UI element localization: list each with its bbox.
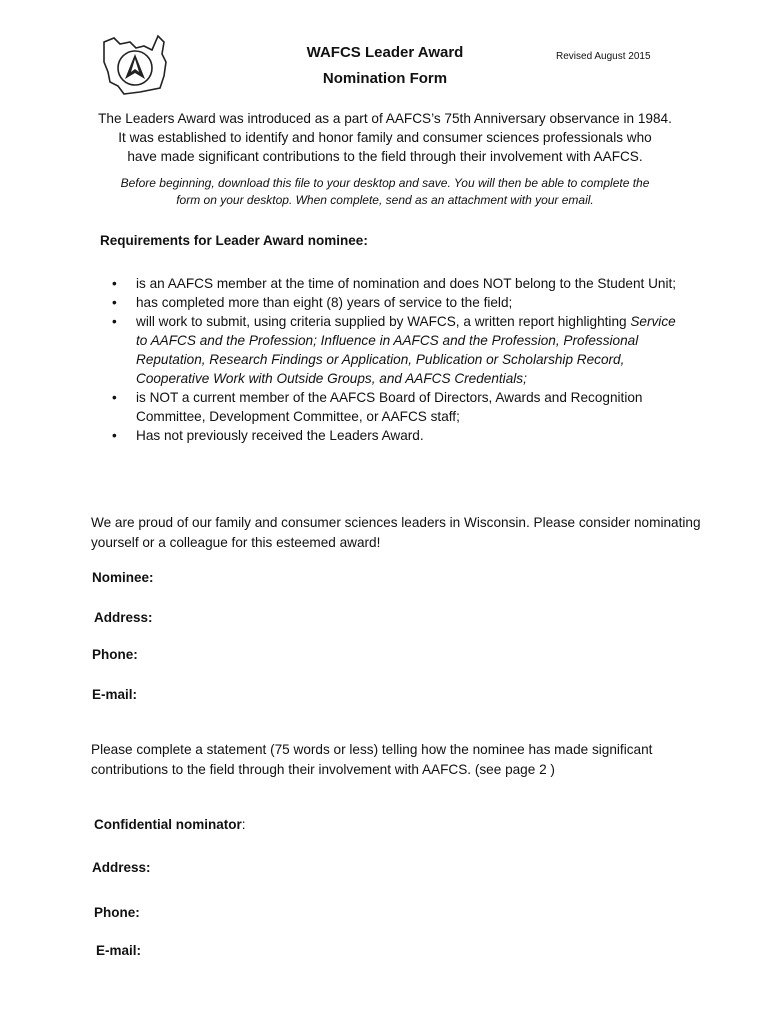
nominator-phone-label: Phone: [94, 905, 140, 920]
list-item: • is NOT a current member of the AAFCS Board of Directors, Awards and Recognition Committee, Development Committee, or AAFCS staff; [108, 388, 688, 426]
revised-date: Revised August 2015 [556, 51, 651, 62]
requirements-heading: Requirements for Leader Award nominee: [100, 233, 368, 248]
statement-instructions: Please complete a statement (75 words or less) telling how the nominee has made significant contributions to the field through their involvement with AAFCS. (see page 2 ) [91, 742, 653, 777]
nominee-label: Nominee: [92, 570, 154, 585]
list-item: • Has not previously received the Leaders Award. [108, 426, 688, 445]
note-line: form on your desktop. When complete, send as an attachment with your email. [176, 193, 594, 207]
form-title: WAFCS Leader Award [306, 44, 464, 61]
nominee-address-label: Address: [94, 610, 153, 625]
wafcs-logo [100, 32, 172, 98]
list-item: • will work to submit, using criteria supplied by WAFCS, a written report highlighting Service to AAFCS and the Profession; Influence in AAFCS and the Profession, Professional Reputation, Research Findings or Application, Publication or Scholarship Record, Cooperative Work with Outside Groups, and AAFCS Credentials; [108, 312, 688, 388]
note-line: Before beginning, download this file to your desktop and save. You will then be able to complete the [120, 176, 650, 190]
download-instructions [60, 175, 710, 209]
invitation-paragraph: We are proud of our family and consumer sciences leaders in Wisconsin. Please consider nominating yourself or a colleague for this esteemed award! [91, 515, 701, 550]
intro-paragraph [60, 109, 710, 166]
nominator-address-label: Address: [92, 860, 151, 875]
list-item: • has completed more than eight (8) years of service to the field; [108, 293, 688, 312]
intro-line: have made significant contributions to the field through their involvement with AAFCS. [127, 149, 643, 164]
list-item: • is an AAFCS member at the time of nomination and does NOT belong to the Student Unit; [108, 274, 688, 293]
requirements-list [108, 274, 688, 445]
nominator-label: Confidential nominator: [94, 817, 246, 832]
nominator-email-label: E-mail: [96, 943, 142, 958]
form-subtitle: Nomination Form [322, 70, 448, 87]
nominee-email-label: E-mail: [92, 687, 138, 702]
nominee-phone-label: Phone: [92, 647, 138, 662]
intro-line: The Leaders Award was introduced as a part of AAFCS’s 75th Anniversary observance in 1984. [98, 111, 672, 126]
intro-line: It was established to identify and honor family and consumer sciences professionals who [118, 130, 652, 145]
